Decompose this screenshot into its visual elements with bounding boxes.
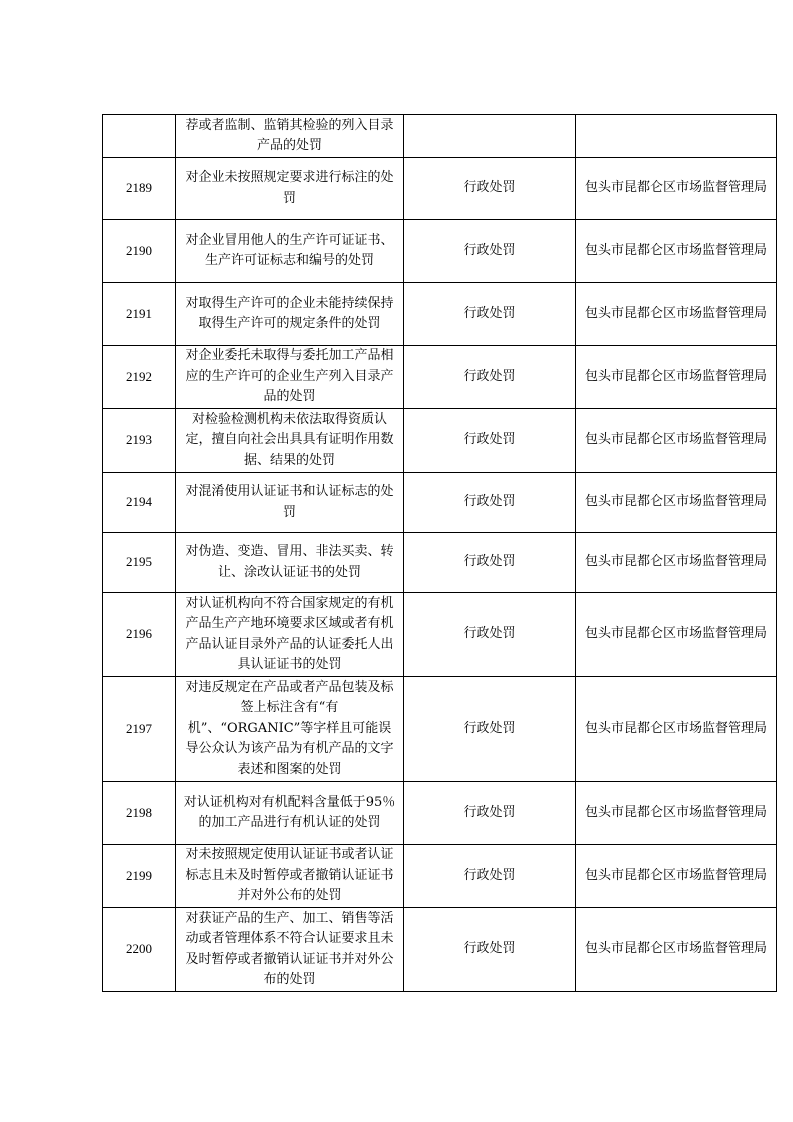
action-type: 行政处罚 <box>404 782 576 845</box>
row-number: 2189 <box>103 158 176 220</box>
penalty-item: 对企业未按照规定要求进行标注的处罚 <box>176 158 404 220</box>
table-row <box>103 346 777 409</box>
penalty-item: 对企业冒用他人的生产许可证证书、生产许可证标志和编号的处罚 <box>176 220 404 283</box>
table-row <box>103 115 777 158</box>
department: 包头市昆都仑区市场监督管理局 <box>576 845 777 908</box>
table-row <box>103 782 777 845</box>
penalty-item: 对混淆使用认证证书和认证标志的处罚 <box>176 473 404 533</box>
action-type: 行政处罚 <box>404 473 576 533</box>
department: 包头市昆都仑区市场监督管理局 <box>576 533 777 593</box>
penalty-item: 对伪造、变造、冒用、非法买卖、转让、涂改认证证书的处罚 <box>176 533 404 593</box>
department: 包头市昆都仑区市场监督管理局 <box>576 158 777 220</box>
department: 包头市昆都仑区市场监督管理局 <box>576 593 777 677</box>
action-type: 行政处罚 <box>404 158 576 220</box>
row-number: 2197 <box>103 677 176 782</box>
penalty-item: 对未按照规定使用认证证书或者认证标志且未及时暂停或者撤销认证证书并对外公布的处罚 <box>176 845 404 908</box>
penalty-item: 对检验检测机构未依法取得资质认定，擅自向社会出具具有证明作用数据、结果的处罚 <box>176 409 404 473</box>
action-type: 行政处罚 <box>404 845 576 908</box>
action-type: 行政处罚 <box>404 346 576 409</box>
action-type: 行政处罚 <box>404 220 576 283</box>
row-number: 2198 <box>103 782 176 845</box>
action-type: 行政处罚 <box>404 908 576 992</box>
penalty-item: 对取得生产许可的企业未能持续保持取得生产许可的规定条件的处罚 <box>176 283 404 346</box>
penalty-item: 对获证产品的生产、加工、销售等活动或者管理体系不符合认证要求且未及时暂停或者撤销认证证书并对外公布的处罚 <box>176 908 404 992</box>
row-number: 2194 <box>103 473 176 533</box>
department <box>576 115 777 158</box>
penalty-item: 对认证机构对有机配料含量低于95％的加工产品进行有机认证的处罚 <box>176 782 404 845</box>
action-type: 行政处罚 <box>404 677 576 782</box>
penalty-item: 荐或者监制、监销其检验的列入目录产品的处罚 <box>176 115 404 158</box>
table-row <box>103 409 777 473</box>
table-row <box>103 908 777 992</box>
table-row <box>103 158 777 220</box>
action-type: 行政处罚 <box>404 593 576 677</box>
department: 包头市昆都仑区市场监督管理局 <box>576 409 777 473</box>
table-row <box>103 845 777 908</box>
row-number: 2190 <box>103 220 176 283</box>
row-number: 2191 <box>103 283 176 346</box>
table-row <box>103 220 777 283</box>
action-type: 行政处罚 <box>404 409 576 473</box>
row-number: 2192 <box>103 346 176 409</box>
department: 包头市昆都仑区市场监督管理局 <box>576 473 777 533</box>
penalty-item: 对认证机构向不符合国家规定的有机产品生产产地环境要求区域或者有机产品认证目录外产品的认证委托人出具认证证书的处罚 <box>176 593 404 677</box>
department: 包头市昆都仑区市场监督管理局 <box>576 908 777 992</box>
table-row <box>103 473 777 533</box>
penalty-item: 对企业委托未取得与委托加工产品相应的生产许可的企业生产列入目录产品的处罚 <box>176 346 404 409</box>
row-number <box>103 115 176 158</box>
penalty-table <box>102 114 777 992</box>
action-type: 行政处罚 <box>404 533 576 593</box>
action-type: 行政处罚 <box>404 283 576 346</box>
row-number: 2199 <box>103 845 176 908</box>
row-number: 2200 <box>103 908 176 992</box>
department: 包头市昆都仑区市场监督管理局 <box>576 220 777 283</box>
table-row <box>103 593 777 677</box>
penalty-item: 对违反规定在产品或者产品包装及标签上标注含有“有机”、“ORGANIC”等字样且可能误导公众认为该产品为有机产品的文字表述和图案的处罚 <box>176 677 404 782</box>
action-type <box>404 115 576 158</box>
table-row <box>103 533 777 593</box>
department: 包头市昆都仑区市场监督管理局 <box>576 782 777 845</box>
row-number: 2195 <box>103 533 176 593</box>
department: 包头市昆都仑区市场监督管理局 <box>576 283 777 346</box>
department: 包头市昆都仑区市场监督管理局 <box>576 677 777 782</box>
table-row <box>103 283 777 346</box>
table-row <box>103 677 777 782</box>
row-number: 2196 <box>103 593 176 677</box>
department: 包头市昆都仑区市场监督管理局 <box>576 346 777 409</box>
row-number: 2193 <box>103 409 176 473</box>
